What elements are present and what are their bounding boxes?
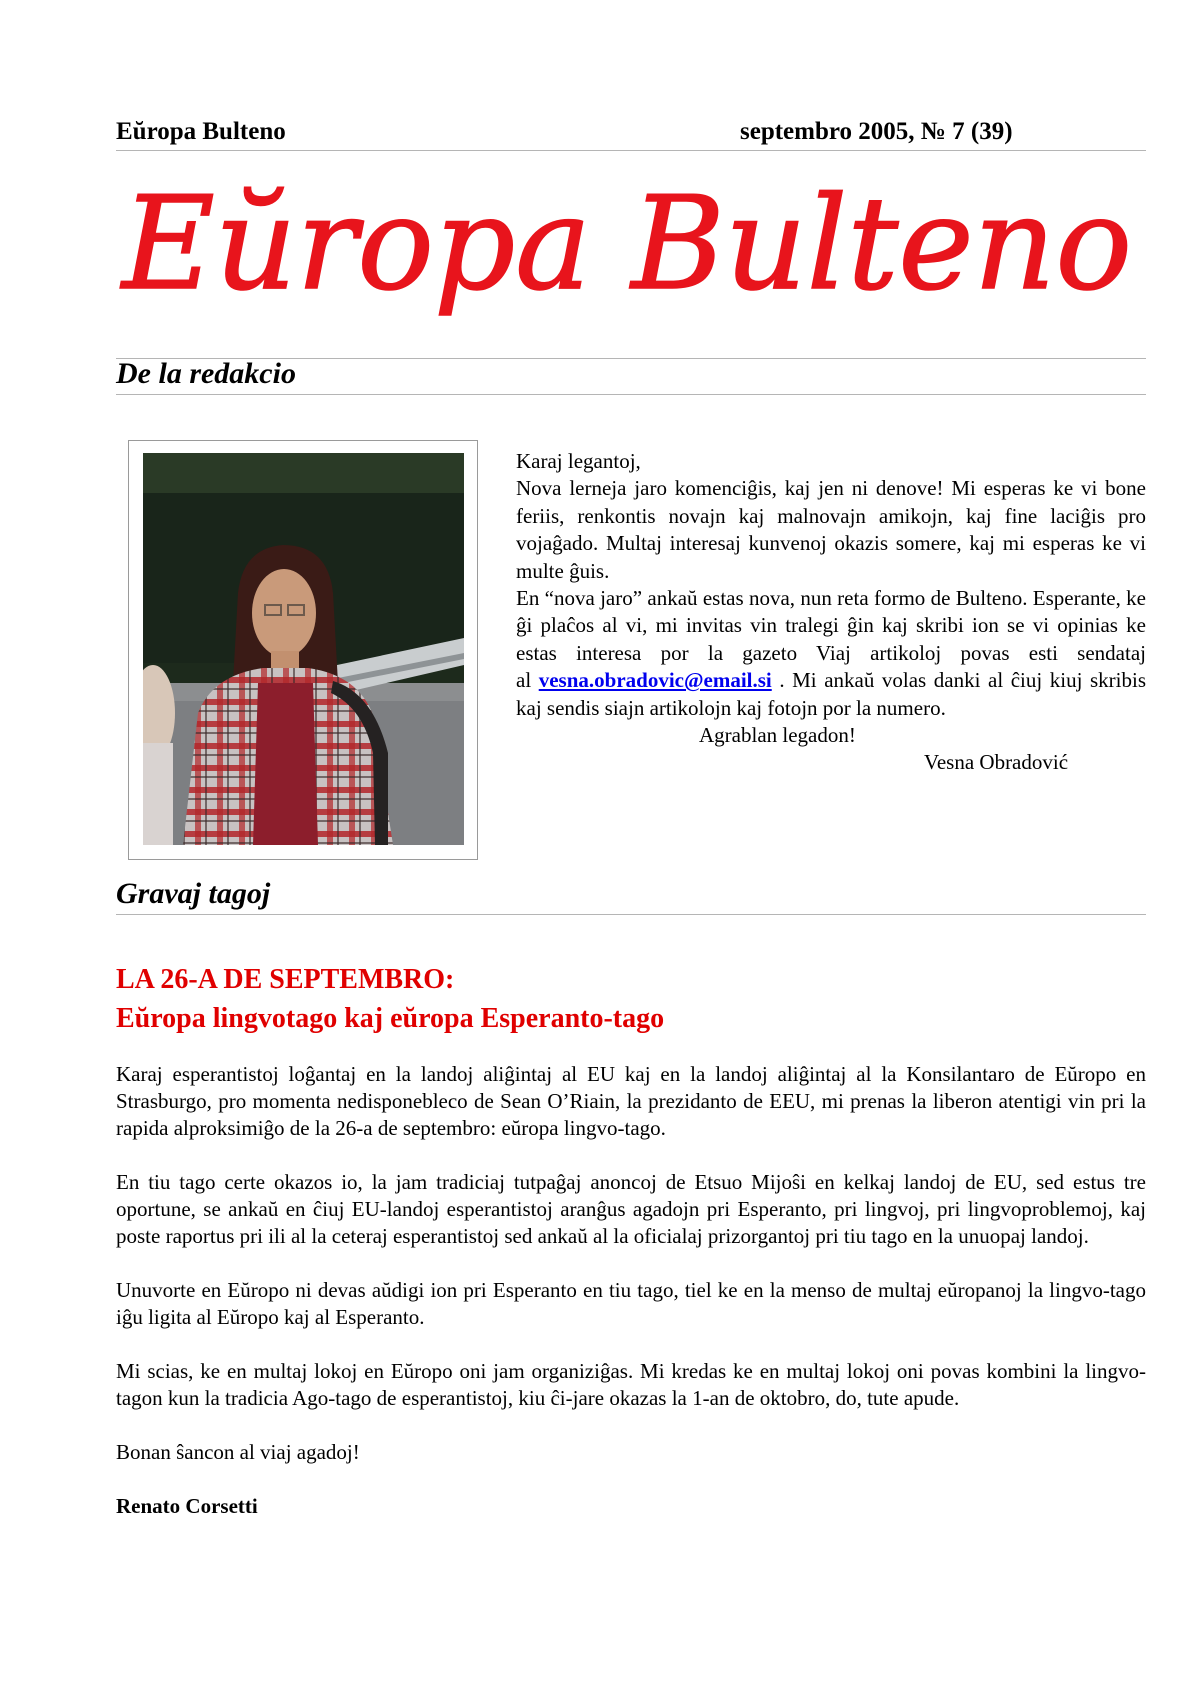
section-title-editorial: De la redakcio xyxy=(116,356,1146,395)
editorial-text xyxy=(516,448,1146,777)
publication-name: Eŭropa Bulteno xyxy=(116,118,286,145)
editorial-paragraph-2-text: En “nova jaro” ankaŭ estas nova, nun reta formo de Bulteno. Esperante, ke ĝi plaĉos al vi, mi invitas vin tralegi ĝin kaj skribi ion se vi opinias ke estas interesa por la gazeto Viaj artikoloj povas esti sendataj al xyxy=(516,586,1146,693)
portrait-photo-icon xyxy=(143,453,464,845)
issue-info: septembro 2005, № 7 (39) xyxy=(740,118,1013,145)
editorial-paragraph-2 xyxy=(516,585,1146,722)
article-paragraph: Bonan ŝancon al viaj agadoj! xyxy=(116,1440,360,1464)
newsletter-page xyxy=(116,0,1146,1698)
article-paragraph: Mi scias, ke en multaj lokoj en Eŭropo oni jam organiziĝas. Mi kredas ke en multaj lokoj oni povas kombini la lingvo-tagon kun la tradicia Ago-tago de esperantistoj, kiu ĉi-jare okazas la 1-an de oktobro, do, tute apude. xyxy=(116,1359,1146,1410)
headline-line-1: LA 26-A DE SEPTEMBRO: xyxy=(116,964,455,995)
editorial-paragraph-1: Nova lerneja jaro komenciĝis, kaj jen ni denove! Mi esperas ke vi bone feriis, renkontis novajn kaj malnovajn amikojn, kaj fine laciĝis pro vojaĝado. Multaj interesaj kunvenoj okazis somere, kaj mi esperas ke vi multe ĝuis. xyxy=(516,476,1146,583)
article-paragraph: Karaj esperantistoj loĝantaj en la landoj aliĝintaj al EU kaj en la landoj aliĝintaj al la Konsilantaro de Eŭropo en Strasburgo, pro momenta nedisponebleco de Sean O’Riain, la prezidanto de EEU, mi prenas la liberon atentigi vin pri la rapida alproksimiĝo de la 26-a de septembro: eŭropa lingvo-tago. xyxy=(116,1062,1146,1140)
article-author: Renato Corsetti xyxy=(116,1494,258,1518)
masthead xyxy=(116,150,1146,359)
editor-email-link[interactable]: vesna.obradovic@email.si xyxy=(538,668,772,693)
editorial-closing: Agrablan legadon! xyxy=(699,723,856,748)
section-title-important-days: Gravaj tagoj xyxy=(116,876,1146,915)
article-paragraph: En tiu tago certe okazos io, la jam tradiciaj tutpaĝaj anoncoj de Etsuo Mijoŝi en kelkaj landoj de EU, sed estus tre oportune, se ankaŭ en ĉiuj EU-landoj esperantistoj aranĝus agadojn pri Esperanto, pri lingvoj, pri lingvoproblemoj, kaj poste raportus pri ili al la ceteraj esperantistoj sed ankaŭ al la oficialaj prizorgantoj pri tiu tago en la unuopaj landoj. xyxy=(116,1170,1146,1248)
editorial-greeting: Karaj legantoj, xyxy=(516,449,641,473)
article-body xyxy=(116,1061,1146,1547)
headline-line-2: Eŭropa lingvotago kaj eŭropa Esperanto-tago xyxy=(116,1003,665,1034)
masthead-title: Eŭropa Bulteno xyxy=(120,170,1132,319)
editorial-paragraph-2-tail: . Mi ankaŭ volas danki al ĉiuj kiuj skribis kaj sendis siajn artikolojn kaj fotojn por la numero. xyxy=(516,668,1147,720)
editor-photo-frame xyxy=(128,440,478,860)
article-paragraph: Unuvorte en Eŭropo ni devas aŭdigi ion pri Esperanto en tiu tago, tiel ke en la menso de multaj eŭropanoj la lingvo-tago iĝu ligita al Eŭropo kaj al Esperanto. xyxy=(116,1278,1146,1329)
editorial-signature: Vesna Obradović xyxy=(924,750,1069,775)
masthead-logo xyxy=(116,150,1146,358)
article-headline xyxy=(116,960,1146,1038)
running-head xyxy=(116,118,1146,151)
